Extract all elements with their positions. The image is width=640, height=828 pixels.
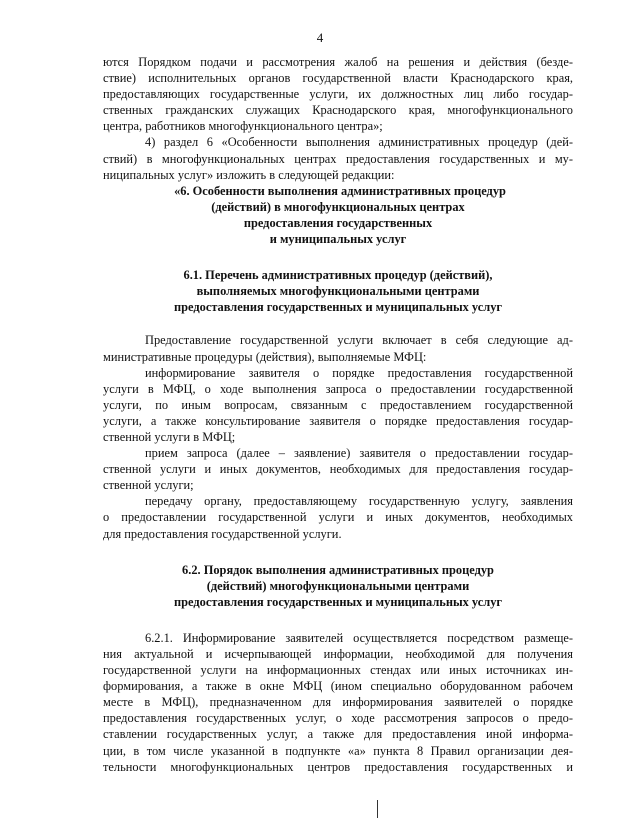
- text-line: услуги в МФЦ, о ходе выполнения запроса о предоставлении государственной: [103, 381, 573, 396]
- paragraph-transfer: [103, 493, 573, 541]
- heading-line: и муниципальных услуг: [269, 232, 407, 247]
- paragraph-6-2-1: [103, 630, 573, 775]
- paragraph-complaint-procedure: [103, 54, 573, 134]
- spacer: [103, 247, 573, 267]
- spacer: [103, 610, 573, 630]
- text-line: ственной услуги;: [103, 478, 194, 493]
- heading-section-6: [103, 183, 573, 247]
- text-line: ниципальных услуг» изложить в следующей редакции:: [103, 167, 395, 182]
- heading-line: предоставления государственных: [243, 215, 433, 230]
- scan-mark: [377, 800, 378, 818]
- text-line: предоставляющих государственные услуги, их должностных лиц либо государ-: [103, 87, 573, 102]
- paragraph-application-intake: [103, 445, 573, 493]
- text-line: центра, работников многофункционального центра»;: [103, 119, 383, 134]
- heading-line: «6. Особенности выполнения административных процедур: [174, 183, 506, 198]
- heading-line: 6.2. Порядок выполнения административных процедур: [182, 562, 494, 577]
- text-line: ственной услуги и иных документов, необходимых для предоставления государ-: [103, 462, 573, 477]
- heading-line: предоставления государственных и муниципальных услуг: [173, 594, 503, 609]
- page-number: 4: [316, 30, 324, 45]
- text-line: ставлении государственных услуг, а также для предоставления иной информа-: [103, 727, 573, 742]
- text-line: Предоставление государственной услуги включает в себя следующие ад-: [145, 333, 573, 348]
- heading-line: выполняемых многофункциональными центрами: [196, 284, 480, 299]
- text-line: государственной услуги на информационных стендах или иных источниках ин-: [103, 663, 573, 678]
- text-line: услуги, а также консультирование заявителя о порядке предоставления государ-: [103, 413, 573, 428]
- text-line: ствий) в многофункциональных центрах предоставления государственных и му-: [103, 151, 573, 166]
- heading-line: (действий) в многофункциональных центрах: [211, 199, 465, 214]
- text-line: о предоставлении государственной услуги и иных документов, необходимых: [103, 510, 573, 525]
- text-line: 4) раздел 6 «Особенности выполнения административных процедур (дей-: [145, 135, 573, 150]
- text-line: ственных гражданских служащих Краснодарского края, многофункционального: [103, 103, 573, 118]
- text-line: тельности многофункциональных центров предоставления государственных и: [103, 759, 573, 774]
- paragraph-section-6-amendment: [103, 134, 573, 182]
- text-line: информирование заявителя о порядке предоставления государственной: [145, 365, 573, 380]
- paragraph-procedures-intro: [103, 332, 573, 364]
- text-line: для предоставления государственной услуги.: [103, 526, 342, 541]
- text-line: ствие) исполнительных органов государственной власти Краснодарского края,: [103, 71, 573, 86]
- text-line: месте в МФЦ), предназначенном для информирования заявителей о порядке: [103, 695, 573, 710]
- heading-section-6-2: [103, 562, 573, 610]
- text-line: передачу органу, предоставляющему государственную услугу, заявления: [145, 494, 573, 509]
- spacer: [103, 542, 573, 562]
- heading-section-6-1: [103, 267, 573, 315]
- page-content: [103, 54, 573, 775]
- text-line: формирования, а также в окне МФЦ (ином специально оборудованном рабочем: [103, 679, 573, 694]
- text-line: услуги, по иным вопросам, связанным с предоставлением государственной: [103, 397, 573, 412]
- text-line: прием запроса (далее – заявление) заявителя о предоставлении государ-: [145, 446, 573, 461]
- heading-line: 6.1. Перечень административных процедур (действий),: [183, 268, 493, 283]
- text-line: ния актуальной и исчерпывающей информации, необходимой для получения: [103, 647, 573, 661]
- text-line: 6.2.1. Информирование заявителей осуществляется посредством размеще-: [145, 630, 573, 645]
- spacer: [103, 315, 573, 332]
- text-line: предоставления государственных услуг, о ходе рассмотрения запросов о предо-: [103, 711, 573, 726]
- heading-line: предоставления государственных и муниципальных услуг: [173, 300, 503, 315]
- heading-line: (действий) многофункциональными центрами: [206, 578, 470, 593]
- paragraph-informing: [103, 365, 573, 445]
- text-line: ются Порядком подачи и рассмотрения жалоб на решения и действия (безде-: [103, 55, 573, 69]
- text-line: министративные процедуры (действия), выполняемые МФЦ:: [103, 349, 427, 364]
- text-line: ции, в том числе указанной в подпункте «а» пункта 8 Правил организации дея-: [103, 743, 573, 758]
- text-line: ственной услуги в МФЦ;: [103, 429, 236, 444]
